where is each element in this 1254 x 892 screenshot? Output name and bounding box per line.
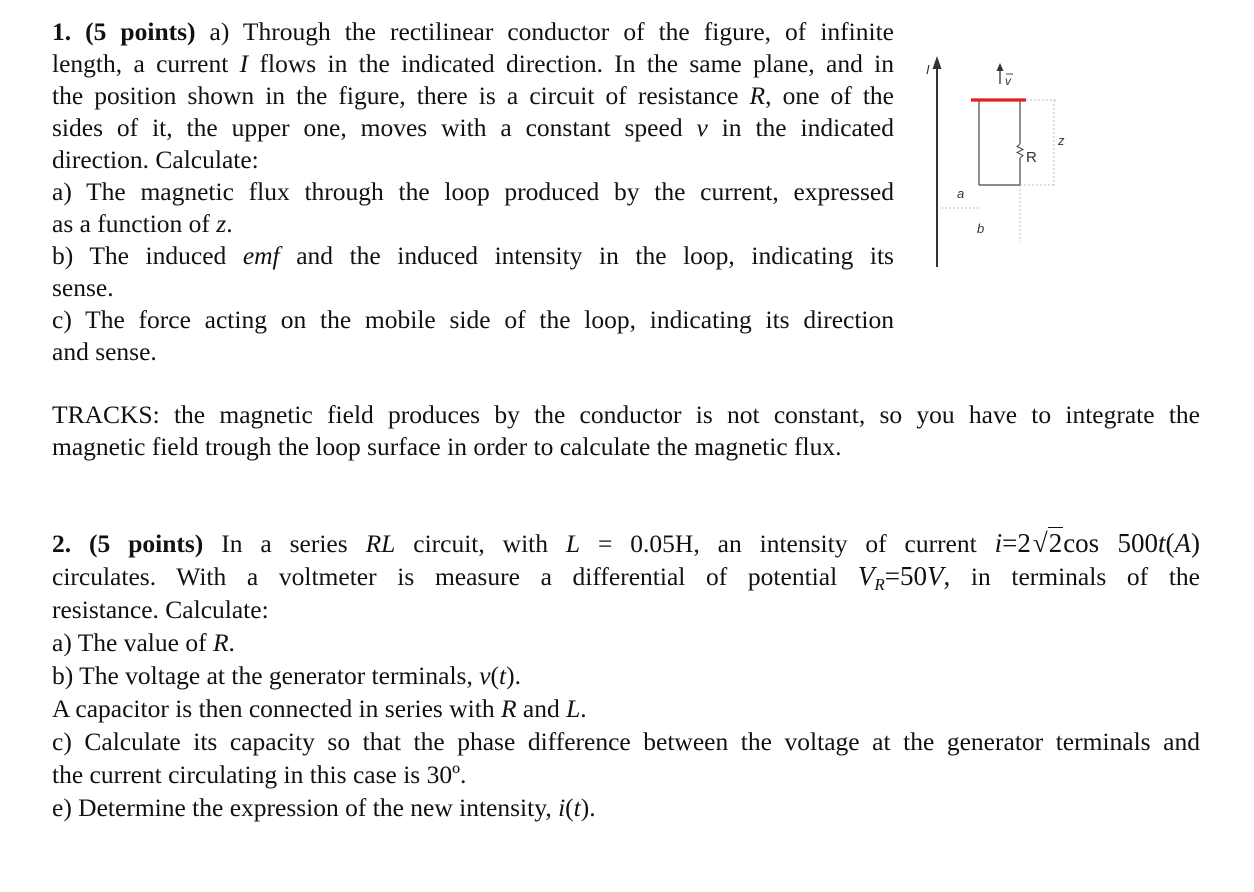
label-z: z <box>1058 133 1065 148</box>
label-I: I <box>926 62 930 77</box>
p2-line-2: circulates. With a voltmeter is measure a differential of potential $V_R=50V$, in terminals of the <box>52 561 1200 594</box>
p2-line-6: A capacitor is then connected in series with R and L. <box>52 694 587 723</box>
p2-line-4: a) The value of R. <box>52 628 235 657</box>
p2-line-3: resistance. Calculate: <box>52 595 269 624</box>
var-z: z <box>216 209 227 238</box>
label-R: R <box>1026 149 1037 166</box>
voltage-equation: $V_R=50V$, <box>857 561 951 594</box>
var-resistance: R <box>749 81 766 110</box>
problem-2-text <box>52 527 1200 824</box>
conductor-loop-figure <box>918 52 1078 272</box>
p1-line-4: sides of it, the upper one, moves with a constant speed v in the indicated <box>52 113 894 142</box>
p2-line-8: the current circulating in this case is 30º. <box>52 760 467 789</box>
p1-line-8: b) The induced emf and the induced intensity in the loop, indicating its <box>52 241 894 270</box>
p1-line-9: sense. <box>52 273 114 302</box>
p2-line-1: 2. (5 points) In a series RL circuit, with L = 0.05H, an intensity of current i=2√2cos 500t(A) <box>52 528 1200 558</box>
p1-line-5: direction. Calculate: <box>52 145 259 174</box>
problem-1-text <box>52 16 894 368</box>
var-emf: emf <box>242 241 280 270</box>
p1-line-2: length, a current I flows in the indicated direction. In the same plane, and in <box>52 49 895 78</box>
p1-line-11: and sense. <box>52 337 157 366</box>
p1-line-6: a) The magnetic flux through the loop produced by the current, expressed <box>52 177 894 206</box>
current-arrow-icon <box>933 56 942 69</box>
label-b: b <box>977 221 985 236</box>
problem-1-points: (5 points) <box>85 17 196 46</box>
p2-line-7: c) Calculate its capacity so that the phase difference between the voltage at the generator terminals and <box>52 727 1200 756</box>
tracks-hint <box>52 399 1200 463</box>
tracks-line-1: TRACKS: the magnetic field produces by the conductor is not constant, so you have to integrate the <box>52 400 1200 429</box>
current-equation: i=2√2cos 500t(A) <box>994 528 1200 558</box>
var-speed: v <box>696 113 708 142</box>
problem-2-number: 2. <box>52 529 72 558</box>
label-v: v <box>1005 74 1011 88</box>
p2-line-5: b) The voltage at the generator terminals, v(t). <box>52 661 521 690</box>
p2-line-9: e) Determine the expression of the new intensity, i(t). <box>52 793 596 822</box>
sqrt-icon: √2 <box>1032 528 1063 558</box>
resistor-icon <box>1017 144 1023 158</box>
p1-line-1: 1. (5 points) a) Through the rectilinear conductor of the figure, of infinite <box>52 17 894 46</box>
tracks-line-2: magnetic field trough the loop surface in order to calculate the magnetic flux. <box>52 432 842 461</box>
p1-line-7: as a function of z. <box>52 209 233 238</box>
problem-1-number: 1. <box>52 17 72 46</box>
problem-2-points: (5 points) <box>89 529 204 558</box>
label-a: a <box>957 186 965 201</box>
p1-line-10: c) The force acting on the mobile side of the loop, indicating its direction <box>52 305 894 334</box>
velocity-arrowhead-icon <box>997 63 1004 71</box>
var-current: I <box>239 49 249 78</box>
p1-line-3: the position shown in the figure, there is a circuit of resistance R, one of the <box>52 81 894 110</box>
